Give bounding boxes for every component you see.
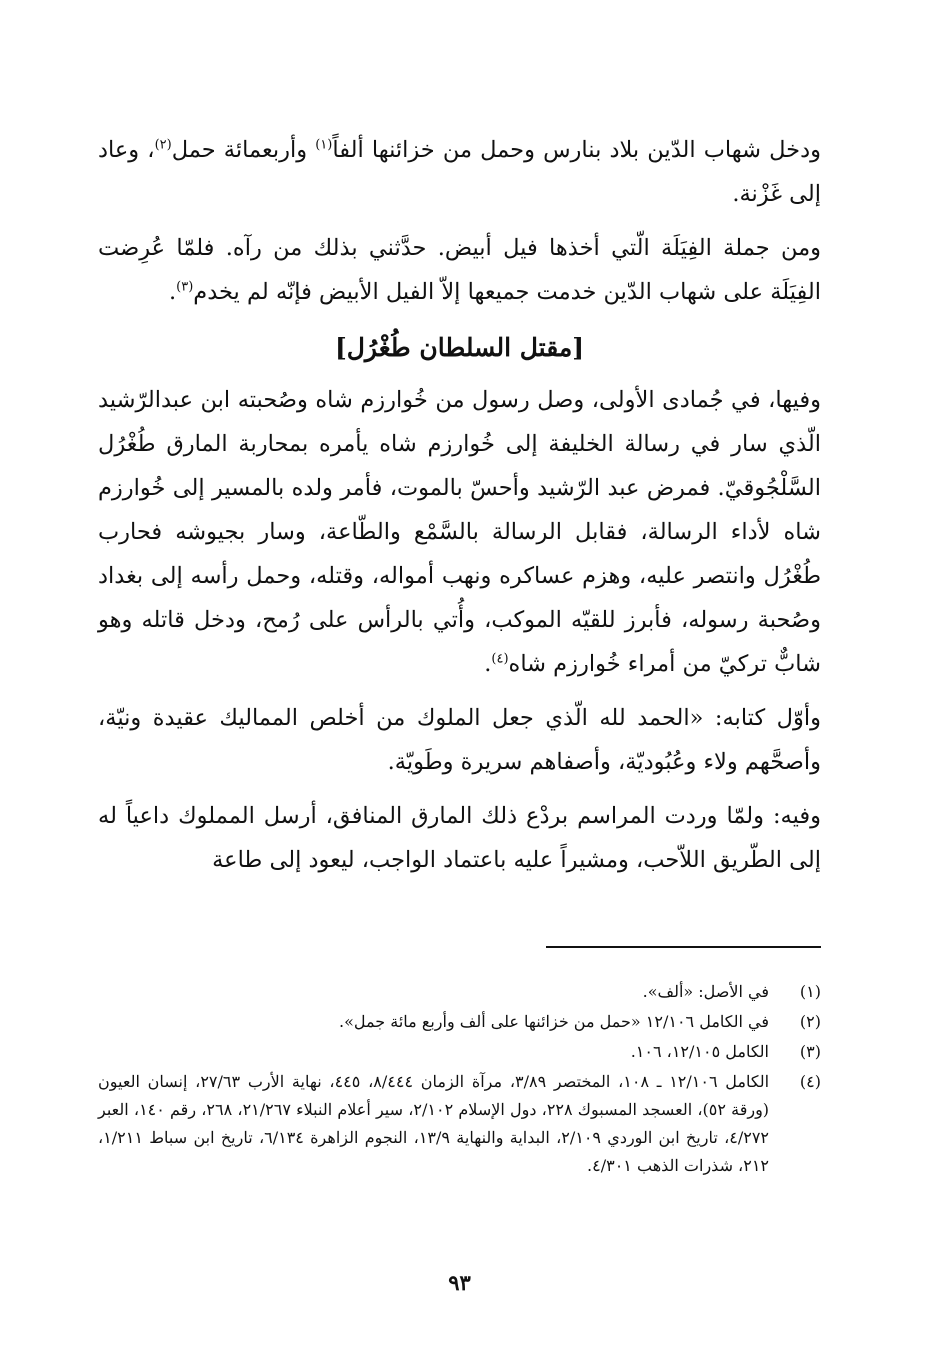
footnote-3 <box>98 1038 821 1066</box>
footnote-ref-2[interactable]: (٢) <box>154 137 172 153</box>
paragraph-1-text-b: وأربعمائة حمل <box>171 137 316 163</box>
paragraph-1-text-c: ، وعاد إلى غَزْنة. <box>98 137 821 207</box>
paragraph-2 <box>98 226 821 314</box>
footnote-text: في الكامل ١٢/١٠٦ «حمل من خزائنها على ألف وأربع مائة جمل». <box>339 1012 769 1031</box>
footnote-text: الكامل ١٢/١٠٥، ١٠٦. <box>630 1042 769 1061</box>
paragraph-1-text-a: ودخل شهاب الدّين بلاد بنارس وحمل من خزائنها ألفاً <box>332 137 821 163</box>
footnote-ref-4[interactable]: (٤) <box>491 651 509 667</box>
footnote-number: (٤) <box>799 1072 821 1091</box>
footnote-text: الكامل ١٢/١٠٦ ـ ١٠٨، المختصر ٣/٨٩، مرآة الزمان ٨/٤٤٤، ٤٤٥، نهاية الأرب ٢٧/٦٣، إنسان العيون (ورقة ٥٢)، العسجد المسبوك ٢٢٨، دول الإسلام ٢/١٠٢، سير أعلام النبلاء ٢١/٢٦٧، ٢٦٨، رقم ١٤٠، العبر ٤/٢٧٢، تاريخ ابن الوردي ٢/١٠٩، البداية والنهاية ١٣/٩، النجوم الزاهرة ٦/١٣٤، تاريخ ابن سباط ١/٢١١، ٢١٢، شذرات الذهب ٤/٣٠١. <box>98 1072 770 1175</box>
footnotes-list <box>98 978 821 1182</box>
footnote-ref-1[interactable]: (١) <box>315 137 333 153</box>
paragraph-2-text-a: ومن جملة الفِيَلَة الّتي أخذها فيل أبيض. حدَّثني بذلك من رآه. فلمّا عُرِضت الفِيَلَة على شهاب الدّين خدمت جميعها إلاّ الفيل الأبيض فإنّه لم يخدم <box>98 235 821 305</box>
paragraph-1 <box>98 128 821 216</box>
footnote-4 <box>98 1068 821 1180</box>
paragraph-3-text-b: . <box>484 651 492 677</box>
footnote-2 <box>98 1008 821 1036</box>
page-body <box>98 128 821 1365</box>
paragraph-3-text-a: وفيها، في جُمادى الأولى، وصل رسول من خُوارزم شاه وصُحبته ابن عبدالرّشيد الّذي سار في رسالة الخليفة إلى خُوارزم شاه يأمره بمحاربة المارق طُغْرُل السَّلْجُوقيّ. فمرض عبد الرّشيد وأحسّ بالموت، فأمر ولده بالمسير إلى خُوارزم شاه لأداء الرسالة، فقابل الرسالة بالسَّمْع والطّاعة، وسار بجيوشه فحارب طُغْرُل وانتصر عليه، وهزم عساكره ونهب أمواله، وقتله، وحمل رأسه إلى بغداد وصُحبة رسوله، فأبرز للقيّه الموكب، وأُتي بالرأس على رُمح، ودخل قاتله وهو شابٌّ تركيّ من أمراء خُوارزم شاه <box>98 387 821 677</box>
paragraph-3 <box>98 378 821 686</box>
paragraph-5 <box>98 794 821 882</box>
paragraph-2-text-b: . <box>168 279 177 305</box>
footnote-divider <box>546 946 821 948</box>
footnote-1 <box>98 978 821 1006</box>
footnote-number: (٣) <box>799 1042 821 1061</box>
footnote-text: في الأصل: «ألف». <box>642 982 769 1001</box>
page-number: ٩٣ <box>448 1270 471 1295</box>
paragraph-5-text: وفيه: ولمّا وردت المراسم بردْع ذلك المارق المنافق، أرسل المملوك داعياً له إلى الطّريق اللاّحب، ومشيراً عليه باعتماد الواجب، ليعود إلى طاعة <box>98 803 821 873</box>
footnote-ref-3[interactable]: (٣) <box>176 279 194 295</box>
paragraph-4 <box>98 696 821 784</box>
section-title: [مقتل السلطان طُغْرُل] <box>334 333 585 362</box>
footnote-number: (٢) <box>799 1012 821 1031</box>
paragraph-4-text: وأوّل كتابه: «الحمد لله الّذي جعل الملوك من أخلص المماليك عقيدة ونيّة، وأصحَّهم ولاء وعُبُوديّة، وأصفاهم سريرة وطَويّة. <box>98 705 821 775</box>
footnote-number: (١) <box>799 982 821 1001</box>
